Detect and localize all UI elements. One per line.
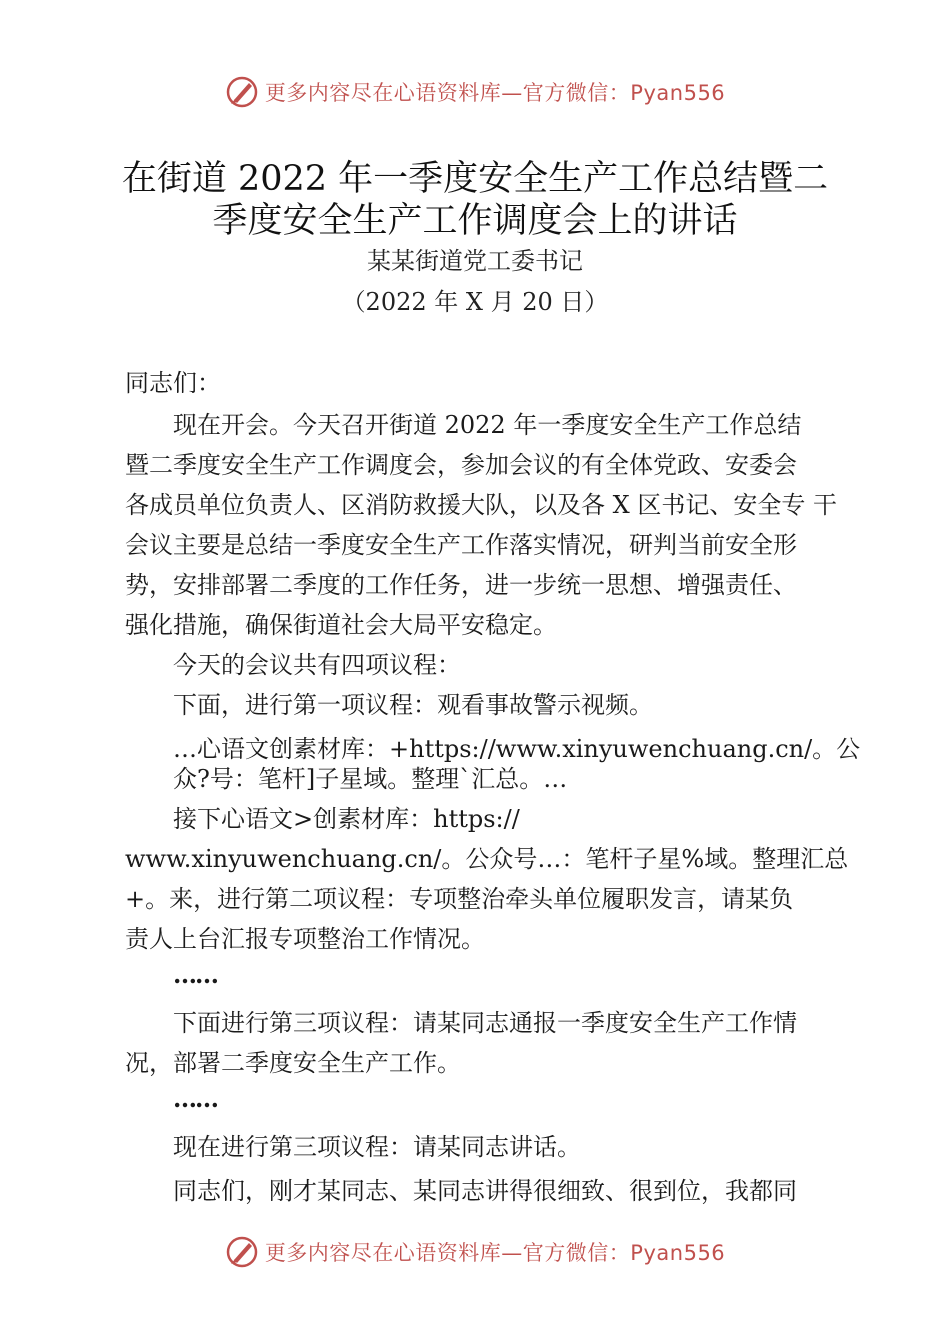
paragraph-line: 势，安排部署二季度的工作任务，进一步统一思想、增强责任、 [125, 571, 797, 599]
pen-logo-icon [225, 75, 259, 109]
footer-watermark-banner [0, 1232, 950, 1272]
header-watermark-banner [0, 72, 950, 112]
paragraph-line: 今天的会议共有四项议程： [173, 651, 461, 679]
paragraph-line: 下面进行第三项议程：请某同志通报一季度安全生产工作情 [173, 1009, 797, 1037]
banner-text: 更多内容尽在心语资料库—官方微信：Pyan556 [264, 1241, 726, 1265]
ellipsis: …… [173, 1084, 217, 1113]
banner-text: 更多内容尽在心语资料库—官方微信：Pyan556 [264, 81, 726, 105]
paragraph-line: 同志们，刚才某同志、某同志讲得很细致、很到位，我都同 [173, 1177, 797, 1205]
paragraph-line: +。来，进行第二项议程：专项整治牵头单位履职发言，请某负 [125, 885, 794, 913]
paragraph-line: 责人上台汇报专项整治工作情况。 [125, 925, 485, 953]
paragraph-line: 各成员单位负责人、区消防救援大队，以及各 X 区书记、安全专 干 [125, 491, 837, 519]
paragraph-line: 现在开会。今天召开街道 2022 年一季度安全生产工作总结 [173, 411, 802, 439]
ellipsis: …… [173, 960, 217, 989]
paragraph-line: 强化措施，确保街道社会大局平安稳定。 [125, 611, 557, 639]
document-author: 某某街道党工委书记 [367, 247, 583, 275]
paragraph-line: 会议主要是总结一季度安全生产工作落实情况，研判当前安全形 [125, 531, 797, 559]
document-title-line-1: 在街道 2022 年一季度安全生产工作总结暨二 [121, 159, 829, 199]
paragraph-line: 况，部署二季度安全生产工作。 [125, 1049, 461, 1077]
paragraph-line: 现在进行第三项议程：请某同志讲话。 [173, 1133, 581, 1161]
document-date: （2022 年 X 月 20 日） [341, 288, 609, 316]
paragraph-line: …心语文创素材库：+https://www.xinyuwenchuang.cn/。公 [173, 735, 861, 763]
paragraph-line: www.xinyuwenchuang.cn/。公众号…：笔杆子星%域。整理汇总 [125, 845, 849, 873]
paragraph-line: 众?号：笔杆]子星域。整理`汇总。… [173, 765, 568, 793]
paragraph-line: 暨二季度安全生产工作调度会，参加会议的有全体党政、安委会 [125, 451, 797, 479]
document-title-line-2: 季度安全生产工作调度会上的讲话 [212, 201, 738, 241]
greeting: 同志们： [125, 369, 221, 397]
paragraph-line: 接下心语文>创素材库：https:// [173, 805, 520, 833]
pen-logo-icon [225, 1235, 259, 1269]
paragraph-line: 下面，进行第一项议程：观看事故警示视频。 [173, 691, 653, 719]
